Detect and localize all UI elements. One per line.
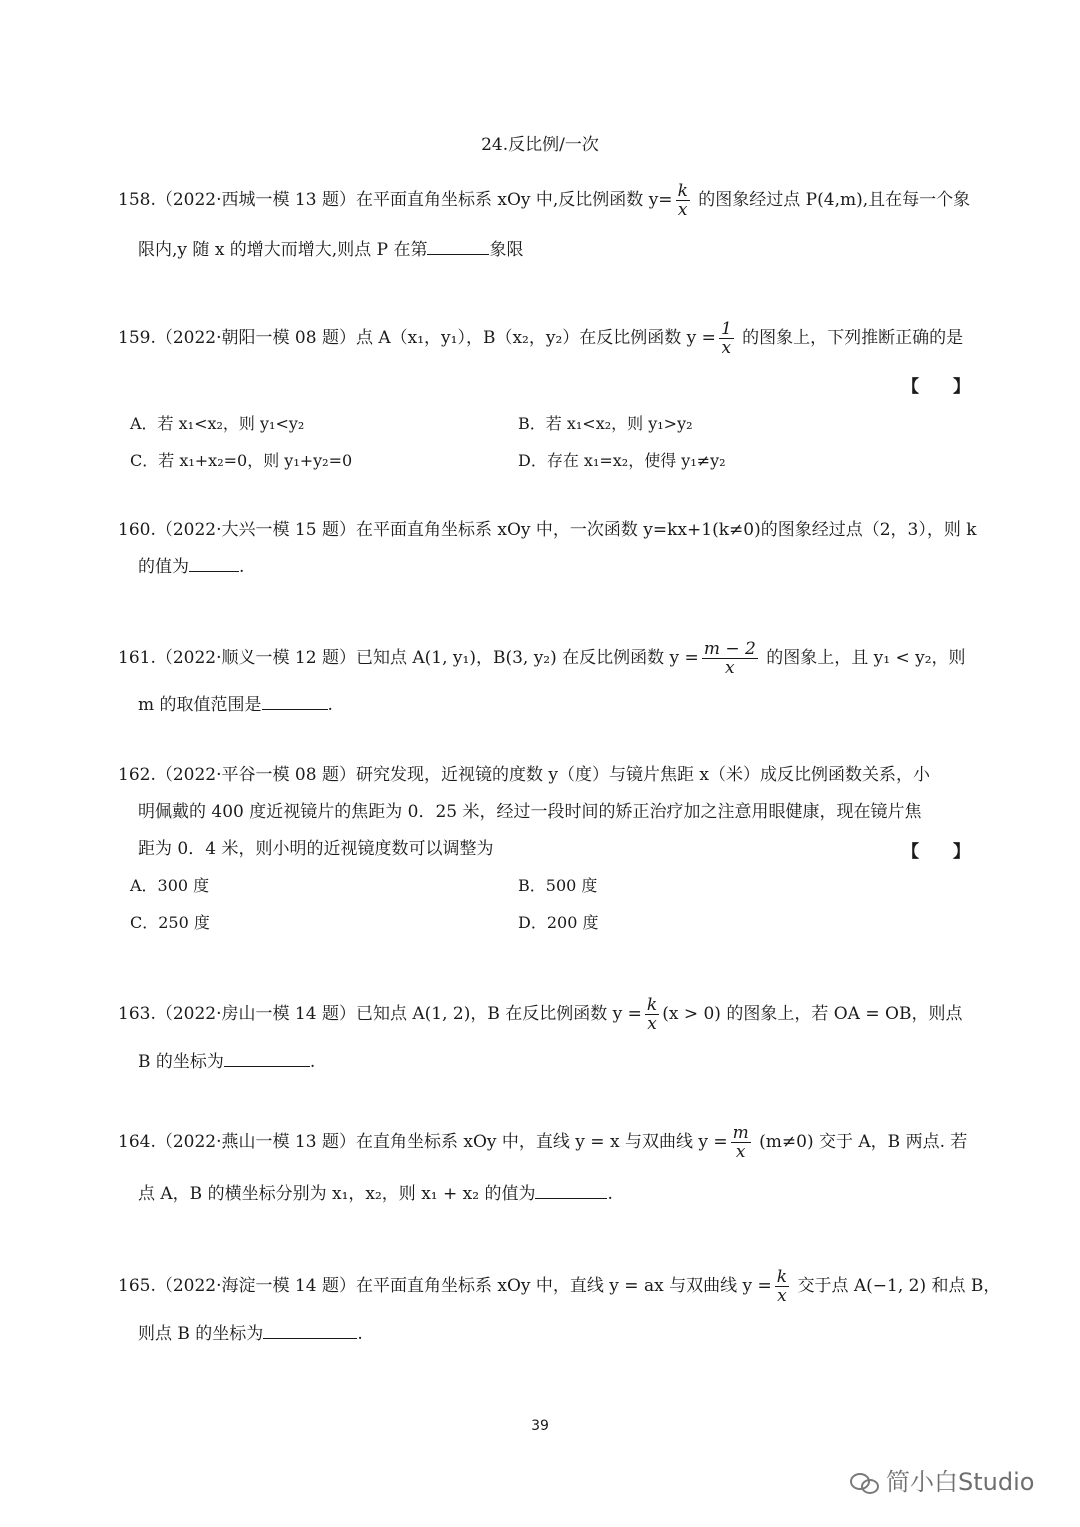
answer-blank bbox=[262, 695, 328, 710]
fraction-1-over-x: $\frac{1}{x}$ bbox=[720, 319, 732, 358]
question-158-line-1: 158.（2022·西城一模 13 题）在平面直角坐标系 xOy 中,反比例函数 y= $\frac{k}{x}$ 的图象经过点 P(4,m),且在每一个象 bbox=[118, 181, 971, 220]
answer-blank bbox=[263, 1324, 357, 1339]
fraction-k-over-x: $\frac{k}{x}$ bbox=[776, 1267, 788, 1306]
fraction-k-over-x: $\frac{k}{x}$ bbox=[646, 995, 658, 1034]
fraction-m-2-over-x: $\frac{m - 2}{x}$ bbox=[703, 639, 756, 678]
answer-blank bbox=[535, 1184, 607, 1199]
watermark: 简小白Studio bbox=[850, 1462, 1034, 1497]
question-160-line-1: 160.（2022·大兴一模 15 题）在平面直角坐标系 xOy 中，一次函数 y=kx+1(k≠0)的图象经过点（2，3），则 k bbox=[118, 520, 977, 540]
option-a: A．若 x₁<x₂，则 y₁<y₂ bbox=[130, 414, 305, 433]
question-161-line-2: m 的取值范围是 . bbox=[138, 695, 333, 715]
page-number: 39 bbox=[531, 1418, 549, 1434]
answer-bracket: 【 】 bbox=[902, 842, 970, 862]
question-158-line-2: 限内,y 随 x 的增大而增大,则点 P 在第 象限 bbox=[138, 240, 524, 260]
option-a: A．300 度 bbox=[130, 876, 210, 895]
question-165-line-2: 则点 B 的坐标为 . bbox=[138, 1324, 363, 1344]
fraction-m-over-x: $\frac{m}{x}$ bbox=[732, 1123, 749, 1162]
option-d: D．200 度 bbox=[518, 913, 599, 932]
option-b: B．500 度 bbox=[518, 876, 598, 895]
option-b: B．若 x₁<x₂，则 y₁>y₂ bbox=[518, 414, 693, 433]
answer-blank bbox=[189, 557, 239, 572]
question-159-line-1: 159.（2022·朝阳一模 08 题）点 A（x₁，y₁），B（x₂，y₂）在反比例函数 y = $\frac{1}{x}$ 的图象上，下列推断正确的是 bbox=[118, 319, 964, 358]
wechat-icon bbox=[850, 1472, 880, 1494]
answer-bracket: 【 】 bbox=[902, 377, 970, 397]
question-162-line-1: 162.（2022·平谷一模 08 题）研究发现，近视镜的度数 y（度）与镜片焦距 x（米）成反比例函数关系，小 bbox=[118, 765, 930, 785]
question-162-line-3: 距为 0．4 米，则小明的近视镜度数可以调整为 bbox=[138, 839, 494, 859]
question-161-line-1: 161.（2022·顺义一模 12 题）已知点 A(1, y₁)，B(3, y₂) 在反比例函数 y = $\frac{m - 2}{x}$ 的图象上，且 y₁ < y₂，则 bbox=[118, 639, 966, 678]
option-d: D．存在 x₁=x₂，使得 y₁≠y₂ bbox=[518, 451, 726, 470]
option-c: C．若 x₁+x₂=0，则 y₁+y₂=0 bbox=[130, 451, 353, 470]
fraction-k-over-x: $\frac{k}{x}$ bbox=[677, 181, 688, 220]
answer-blank bbox=[224, 1052, 310, 1067]
question-163-line-2: B 的坐标为 . bbox=[138, 1052, 316, 1072]
question-164-line-1: 164.（2022·燕山一模 13 题）在直角坐标系 xOy 中，直线 y = x 与双曲线 y = $\frac{m}{x}$ (m≠0) 交于 A，B 两点. 若 bbox=[118, 1123, 968, 1162]
question-165-line-1: 165.（2022·海淀一模 14 题）在平面直角坐标系 xOy 中，直线 y = ax 与双曲线 y = $\frac{k}{x}$ 交于点 A(−1, 2) 和点 B， bbox=[118, 1267, 1001, 1306]
answer-blank bbox=[427, 240, 489, 255]
question-164-line-2: 点 A，B 的横坐标分别为 x₁，x₂，则 x₁ + x₂ 的值为 . bbox=[138, 1184, 613, 1204]
page-title: 24.反比例/一次 bbox=[481, 135, 599, 155]
question-160-line-2: 的值为 . bbox=[138, 557, 245, 577]
question-162-line-2: 明佩戴的 400 度近视镜片的焦距为 0．25 米，经过一段时间的矫正治疗加之注意用眼健康，现在镜片焦 bbox=[138, 802, 922, 822]
question-163-line-1: 163.（2022·房山一模 14 题）已知点 A(1, 2)，B 在反比例函数 y = $\frac{k}{x}$ (x > 0) 的图象上，若 OA = OB，则点 bbox=[118, 995, 963, 1034]
option-c: C．250 度 bbox=[130, 913, 210, 932]
